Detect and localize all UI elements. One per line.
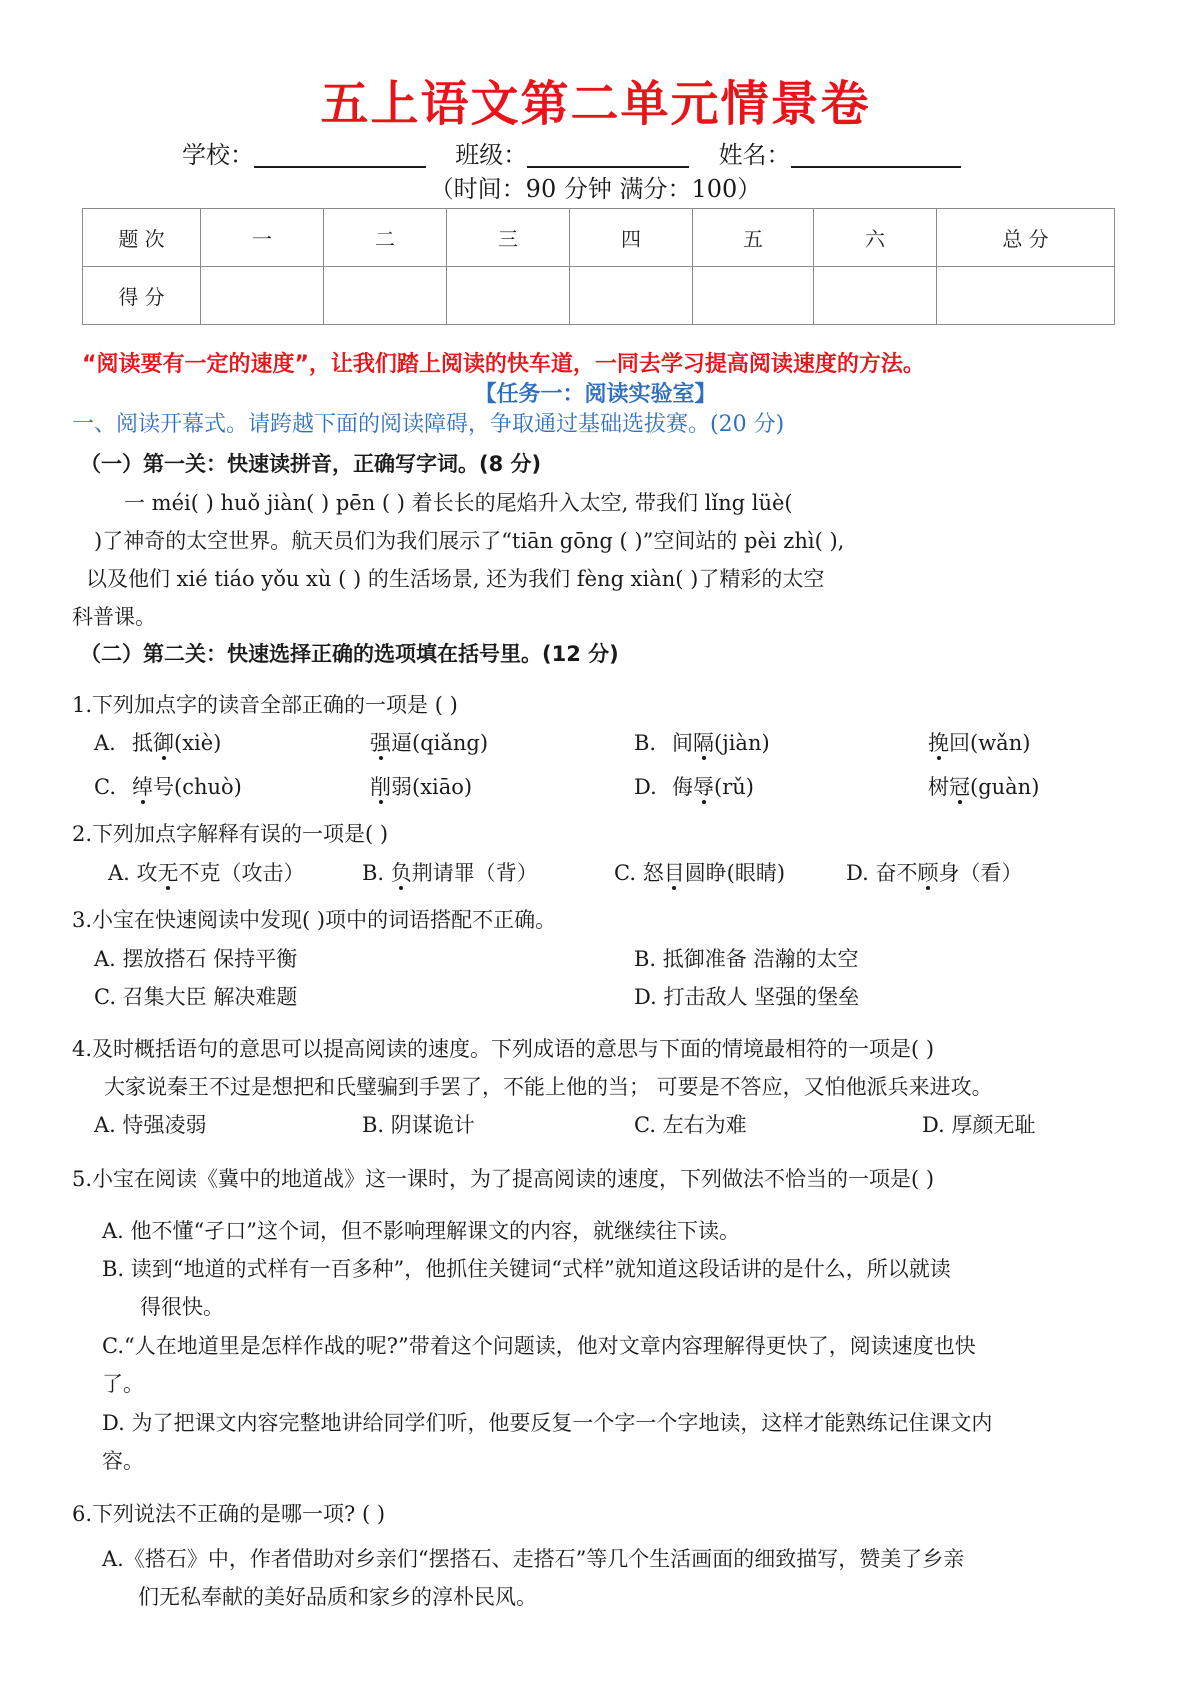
question-2-stem: 2.下列加点字解释有误的一项是( )	[72, 822, 389, 846]
school-label: 学校：	[182, 141, 254, 169]
header-cell: 一	[201, 209, 324, 267]
option-label: B.	[362, 861, 385, 885]
option-char: 树	[928, 775, 949, 799]
option-char: 侮	[672, 775, 693, 799]
dotted-char: 削	[370, 775, 391, 799]
question-1-stem: 1.下列加点字的读音全部正确的一项是 ( )	[72, 693, 458, 717]
dotted-char: 辱	[693, 775, 714, 799]
score-cell[interactable]	[324, 267, 447, 325]
option-label: C.	[614, 861, 636, 885]
section-heading: 一、阅读开幕式。请跨越下面的阅读障碍，争取通过基础选拔赛。(20 分)	[72, 412, 785, 437]
option-label: D.	[634, 775, 657, 799]
question-4-stem: 4.及时概括语句的意思可以提高阅读的速度。下列成语的意思与下面的情境最相符的一项是( )	[72, 1037, 935, 1061]
pinyin: (chuò)	[174, 775, 242, 799]
pinyin-line: )了神奇的太空世界。航天员们为我们展示了“tiān gōng ( )”空间站的 pèi zhì( ),	[94, 529, 845, 553]
option-char: 抵	[132, 731, 153, 755]
pinyin: (xiè)	[174, 731, 222, 755]
option-word	[928, 770, 1039, 804]
score-cell[interactable]	[447, 267, 570, 325]
option-label: B.	[634, 731, 657, 755]
option-char: 回	[949, 731, 970, 755]
school-blank[interactable]	[254, 166, 426, 168]
dotted-char: 绰	[132, 775, 153, 799]
dotted-char: 强	[370, 731, 391, 755]
pinyin: (jiàn)	[714, 731, 770, 755]
option: A. 恃强凌弱	[94, 1113, 207, 1137]
option-word	[672, 770, 754, 804]
option-text: 荆请罪（背）	[411, 861, 538, 885]
header-cell: 五	[693, 209, 814, 267]
dotted-char: 顾	[917, 861, 939, 885]
header-cell: 总 分	[937, 209, 1115, 267]
option-word	[672, 726, 770, 760]
part2-heading: （二）第二关：快速选择正确的选项填在括号里。(12 分)	[80, 642, 619, 666]
option-line: A. 他不懂“孑口”这个词，但不影响理解课文的内容，就继续往下读。	[102, 1219, 740, 1243]
option-word	[132, 770, 242, 804]
option	[614, 856, 785, 890]
score-cell[interactable]	[570, 267, 693, 325]
dotted-char: 负	[390, 861, 412, 885]
option-char: 弱	[391, 775, 412, 799]
option-text: 不克（攻击）	[178, 861, 305, 885]
option-char: 号	[153, 775, 174, 799]
option-char: 奋不	[875, 861, 918, 885]
option: C. 左右为难	[634, 1113, 747, 1137]
dotted-char: 挽	[928, 731, 949, 755]
option	[362, 856, 538, 890]
header-cell: 题 次	[83, 209, 201, 267]
option-line: 得很快。	[140, 1295, 224, 1319]
dotted-char: 隔	[693, 731, 714, 755]
header-cell: 六	[814, 209, 937, 267]
intro-text: “阅读要有一定的速度”，让我们踏上阅读的快车道，一同去学习提高阅读速度的方法。	[82, 352, 925, 377]
score-table-header-row	[83, 209, 1115, 267]
pinyin-line: 一 méi( ) huǒ jiàn( ) pēn ( ) 着长长的尾焰升入太空, 带我们 lǐng lüè(	[124, 491, 793, 515]
part1-heading: （一）第一关：快速读拼音，正确写字词。(8 分)	[80, 452, 542, 476]
dotted-char: 冠	[949, 775, 970, 799]
row-label-cell: 得 分	[83, 267, 201, 325]
option: B. 阴谋诡计	[362, 1113, 475, 1137]
class-label: 班级：	[455, 141, 528, 169]
option-line: 容。	[102, 1449, 144, 1473]
score-cell[interactable]	[693, 267, 814, 325]
pinyin: (guàn)	[970, 775, 1040, 799]
dotted-char: 无	[157, 861, 179, 885]
dotted-char: 御	[153, 731, 174, 755]
question-4-context: 大家说秦王不过是想把和氏璧骗到手罢了，不能上他的当； 可要是不答应，又怕他派兵来进攻。	[104, 1075, 993, 1099]
pinyin: (qiǎng)	[412, 731, 489, 755]
question-3-stem: 3.小宝在快速阅读中发现( )项中的词语搭配不正确。	[72, 908, 557, 932]
score-cell[interactable]	[937, 267, 1115, 325]
option-word	[370, 770, 472, 804]
score-table	[82, 208, 1115, 325]
option-word	[928, 726, 1030, 760]
header-cell: 二	[324, 209, 447, 267]
option-line: 了。	[102, 1372, 144, 1396]
name-label: 姓名：	[718, 141, 791, 169]
option	[846, 856, 1022, 890]
pinyin: (xiāo)	[412, 775, 473, 799]
option-line: D. 为了把课文内容完整地讲给同学们听，他要反复一个字一个字地读，这样才能熟练记住课文内	[102, 1411, 993, 1435]
option: D. 厚颜无耻	[922, 1113, 1036, 1137]
option-line: C.“人在地道里是怎样作战的呢?”带着这个问题读，他对文章内容理解得更快了，阅读速度也快	[102, 1334, 976, 1358]
score-cell[interactable]	[814, 267, 937, 325]
option-line: B. 读到“地道的式样有一百多种”，他抓住关键词“式样”就知道这段话讲的是什么，所以就读	[102, 1257, 951, 1281]
question-5-stem: 5.小宝在阅读《冀中的地道战》这一课时，为了提高阅读的速度，下列做法不恰当的一项是( )	[72, 1167, 935, 1191]
pinyin-line: 以及他们 xié tiáo yǒu xù ( ) 的生活场景, 还为我们 fèng xiàn( )了精彩的太空	[86, 567, 825, 591]
option: D. 打击敌人 坚强的堡垒	[634, 985, 860, 1009]
pinyin-line: 科普课。	[72, 605, 156, 629]
option-label: A.	[94, 731, 116, 755]
option: B. 抵御准备 浩瀚的太空	[634, 947, 859, 971]
pinyin: (rǔ)	[714, 775, 754, 799]
option-line: 们无私奉献的美好品质和家乡的淳朴民风。	[138, 1585, 537, 1609]
question-6-stem: 6.下列说法不正确的是哪一项? ( )	[72, 1502, 386, 1526]
option-label: A.	[108, 861, 130, 885]
option-char: 间	[672, 731, 693, 755]
pinyin: (wǎn)	[970, 731, 1031, 755]
class-blank[interactable]	[527, 166, 689, 168]
option-line: A.《搭石》中，作者借助对乡亲们“摆搭石、走搭石”等几个生活画面的细致描写，赞美了乡亲	[102, 1547, 965, 1571]
option-label: D.	[846, 861, 869, 885]
header-cell: 四	[570, 209, 693, 267]
dotted-char: 目	[663, 861, 685, 885]
name-blank[interactable]	[791, 166, 961, 168]
option	[108, 856, 305, 890]
time-score-line: （时间：90 分钟 满分：100）	[429, 175, 762, 203]
score-table-score-row	[83, 267, 1115, 325]
student-info-line	[182, 138, 961, 172]
exam-title: 五上语文第二单元情景卷	[320, 76, 871, 132]
option-word	[370, 726, 488, 760]
option-char: 逼	[391, 731, 412, 755]
option-text: 身（看）	[938, 861, 1023, 885]
task-heading: 【任务一：阅读实验室】	[474, 382, 717, 407]
score-cell[interactable]	[201, 267, 324, 325]
option-char: 怒	[642, 861, 664, 885]
option-word	[132, 726, 221, 760]
option: A. 摆放搭石 保持平衡	[94, 947, 298, 971]
option: C. 召集大臣 解决难题	[94, 985, 298, 1009]
option-text: 圆睁(眼睛)	[684, 861, 786, 885]
option-label: C.	[94, 775, 116, 799]
header-cell: 三	[447, 209, 570, 267]
option-char: 攻	[136, 861, 158, 885]
